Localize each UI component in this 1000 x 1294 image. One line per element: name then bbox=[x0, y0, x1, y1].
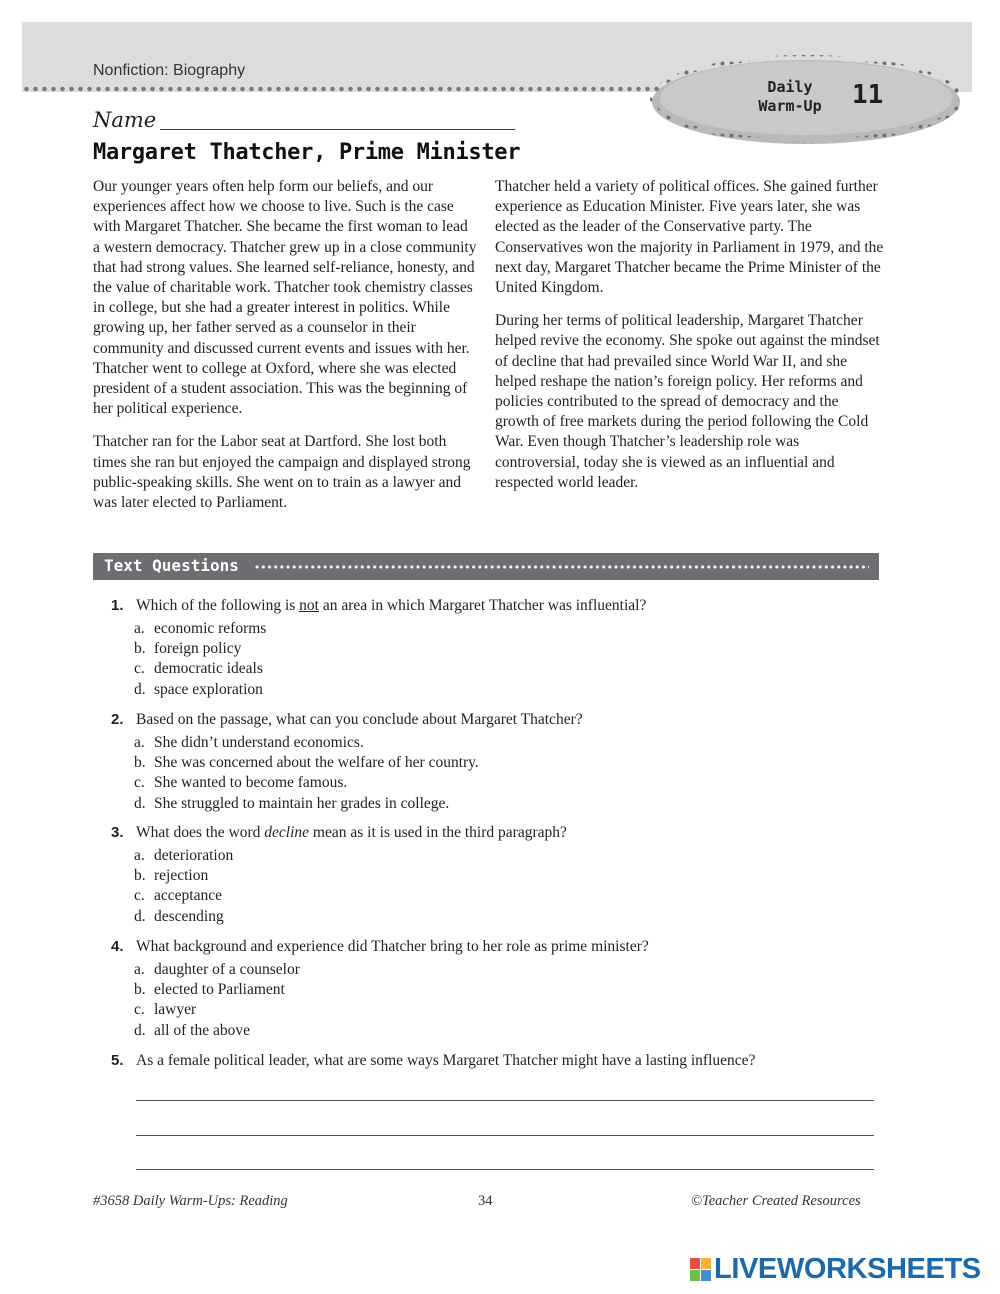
option-text: all of the above bbox=[154, 1021, 250, 1039]
header-dotted-rule bbox=[22, 84, 662, 94]
article-column-left bbox=[93, 177, 478, 526]
article-paragraph: Thatcher ran for the Labor seat at Dartford. She lost both times she ran but enjoyed the campaign and displayed strong public-speaking skills. She went on to train as a lawyer and was later elected to Parliament. bbox=[93, 433, 471, 512]
footer-book-title: #3658 Daily Warm-Ups: Reading bbox=[93, 1193, 288, 1209]
option-letter: d. bbox=[134, 907, 146, 925]
option-text: She struggled to maintain her grades in college. bbox=[154, 794, 450, 812]
logo-icon bbox=[690, 1258, 712, 1282]
option-letter: a. bbox=[134, 961, 145, 978]
option-letter: c. bbox=[134, 660, 145, 678]
answer-line[interactable] bbox=[136, 1169, 874, 1170]
answer-option[interactable] bbox=[134, 753, 479, 773]
option-text: democratic ideals bbox=[154, 660, 263, 678]
option-letter: c. bbox=[134, 774, 145, 792]
option-letter: a. bbox=[134, 847, 145, 864]
answer-option[interactable] bbox=[134, 619, 266, 639]
name-input-line[interactable] bbox=[160, 129, 515, 130]
option-text: She was concerned about the welfare of her country. bbox=[154, 754, 479, 772]
badge-line-1: Daily bbox=[767, 78, 813, 96]
article-paragraph: Our younger years often help form our beliefs, and our experiences affect how we choose to live. Such is the case with Margaret Thatcher. She became the first woman to lead a western democracy. Thatcher grew up in a close community that had strong values. She learned self-reliance, honesty, and the value of charitable work. Thatcher took chemistry classes in college, but she had a greater interest in politics. While growing up, her father served as a counselor in their community and discussed current events and issues with her. Thatcher went to college at Oxford, where she was elected president of a student association. This was the beginning of her political experience. bbox=[93, 178, 477, 418]
logo-square bbox=[690, 1270, 700, 1281]
option-letter: d. bbox=[134, 680, 146, 698]
questions-title: Text Questions bbox=[104, 556, 239, 575]
option-text: economic reforms bbox=[154, 620, 267, 637]
option-letter: a. bbox=[134, 620, 145, 637]
answer-option[interactable] bbox=[134, 773, 479, 793]
footer-page-number: 34 bbox=[478, 1193, 493, 1209]
answer-option[interactable] bbox=[134, 1000, 300, 1020]
answer-option[interactable] bbox=[134, 659, 266, 679]
option-text: acceptance bbox=[154, 887, 222, 905]
article-title: Margaret Thatcher, Prime Minister bbox=[93, 140, 521, 165]
question-text: What background and experience did Thatcher bring to her role as prime minister? bbox=[136, 938, 649, 955]
question-number: 3. bbox=[111, 824, 124, 841]
logo-text: LIVEWORKSHEETS bbox=[714, 1253, 981, 1285]
footer-copyright: ©Teacher Created Resources bbox=[691, 1193, 861, 1209]
option-text: space exploration bbox=[154, 680, 263, 698]
option-text: rejection bbox=[154, 867, 209, 885]
article-column-right bbox=[495, 177, 885, 506]
answer-option[interactable] bbox=[134, 680, 266, 700]
logo-square bbox=[701, 1270, 711, 1281]
option-text: daughter of a counselor bbox=[154, 961, 300, 978]
logo-square bbox=[690, 1258, 700, 1269]
option-text: She wanted to become famous. bbox=[154, 774, 348, 792]
answer-option[interactable] bbox=[134, 886, 233, 906]
answer-options bbox=[134, 960, 300, 1041]
option-letter: b. bbox=[134, 640, 146, 658]
answer-option[interactable] bbox=[134, 960, 300, 980]
question-text-part: Which of the following is bbox=[136, 597, 300, 614]
badge-line-2: Warm-Up bbox=[758, 97, 822, 115]
badge-number: 11 bbox=[852, 80, 884, 110]
option-letter: d. bbox=[134, 1021, 146, 1039]
answer-options bbox=[134, 733, 479, 814]
section-label: Nonfiction: Biography bbox=[93, 62, 246, 79]
option-text: foreign policy bbox=[154, 640, 242, 658]
badge-label bbox=[735, 78, 845, 116]
option-text: deterioration bbox=[154, 847, 234, 864]
article-paragraph: During her terms of political leadership, Margaret Thatcher helped revive the economy. She spoke out against the mindset of decline that had prevailed since World War II, and she helped reshape the nation’s foreign policy. Her reforms and policies contributed to the spread of democracy and the growth of free markets during the period following the Cold War. Even though Thatcher’s leadership role was controversial, today she is viewed as an influential and respected world leader. bbox=[495, 312, 880, 491]
question-text-part: mean as it is used in the third paragraph? bbox=[309, 824, 567, 841]
option-text: elected to Parliament bbox=[154, 981, 285, 999]
question-emphasis: not bbox=[299, 597, 319, 614]
option-letter: b. bbox=[134, 867, 146, 885]
question-text-part: an area in which Margaret Thatcher was influential? bbox=[318, 597, 647, 614]
option-letter: d. bbox=[134, 794, 146, 812]
name-label: Name bbox=[93, 108, 157, 132]
option-text: lawyer bbox=[154, 1001, 197, 1019]
option-letter: b. bbox=[134, 981, 146, 999]
answer-option[interactable] bbox=[134, 980, 300, 1000]
option-letter: a. bbox=[134, 734, 145, 751]
question-emphasis: decline bbox=[264, 824, 310, 841]
logo-square bbox=[701, 1258, 711, 1269]
answer-option[interactable] bbox=[134, 733, 479, 753]
option-text: descending bbox=[154, 907, 224, 925]
answer-options bbox=[134, 846, 233, 927]
question-number: 1. bbox=[111, 597, 124, 614]
question-number: 2. bbox=[111, 711, 124, 728]
question-text-part: What does the word bbox=[136, 824, 265, 841]
article-paragraph: Thatcher held a variety of political offices. She gained further experience as Education Minister. Five years later, she was elected as the leader of the Conservative party. The Conservatives won the majority in Parliament in 1979, and the next day, Margaret Thatcher became the Prime Minister of the United Kingdom. bbox=[495, 178, 884, 297]
question-text bbox=[136, 823, 886, 843]
question-text: As a female political leader, what are some ways Margaret Thatcher might have a lasting influence? bbox=[136, 1052, 756, 1069]
answer-line[interactable] bbox=[136, 1135, 874, 1136]
option-letter: b. bbox=[134, 754, 146, 772]
option-letter: c. bbox=[134, 1001, 145, 1019]
answer-option[interactable] bbox=[134, 1021, 300, 1041]
question-number: 4. bbox=[111, 938, 124, 955]
option-letter: c. bbox=[134, 887, 145, 905]
question-text bbox=[136, 596, 886, 616]
answer-option[interactable] bbox=[134, 907, 233, 927]
answer-option[interactable] bbox=[134, 794, 479, 814]
answer-line[interactable] bbox=[136, 1100, 874, 1101]
answer-option[interactable] bbox=[134, 639, 266, 659]
option-text: She didn’t understand economics. bbox=[154, 734, 364, 751]
questions-bar-dots bbox=[254, 562, 869, 572]
answer-option[interactable] bbox=[134, 866, 233, 886]
question-text: Based on the passage, what can you conclude about Margaret Thatcher? bbox=[136, 711, 583, 728]
answer-options bbox=[134, 619, 266, 700]
answer-option[interactable] bbox=[134, 846, 233, 866]
question-number: 5. bbox=[111, 1052, 124, 1069]
